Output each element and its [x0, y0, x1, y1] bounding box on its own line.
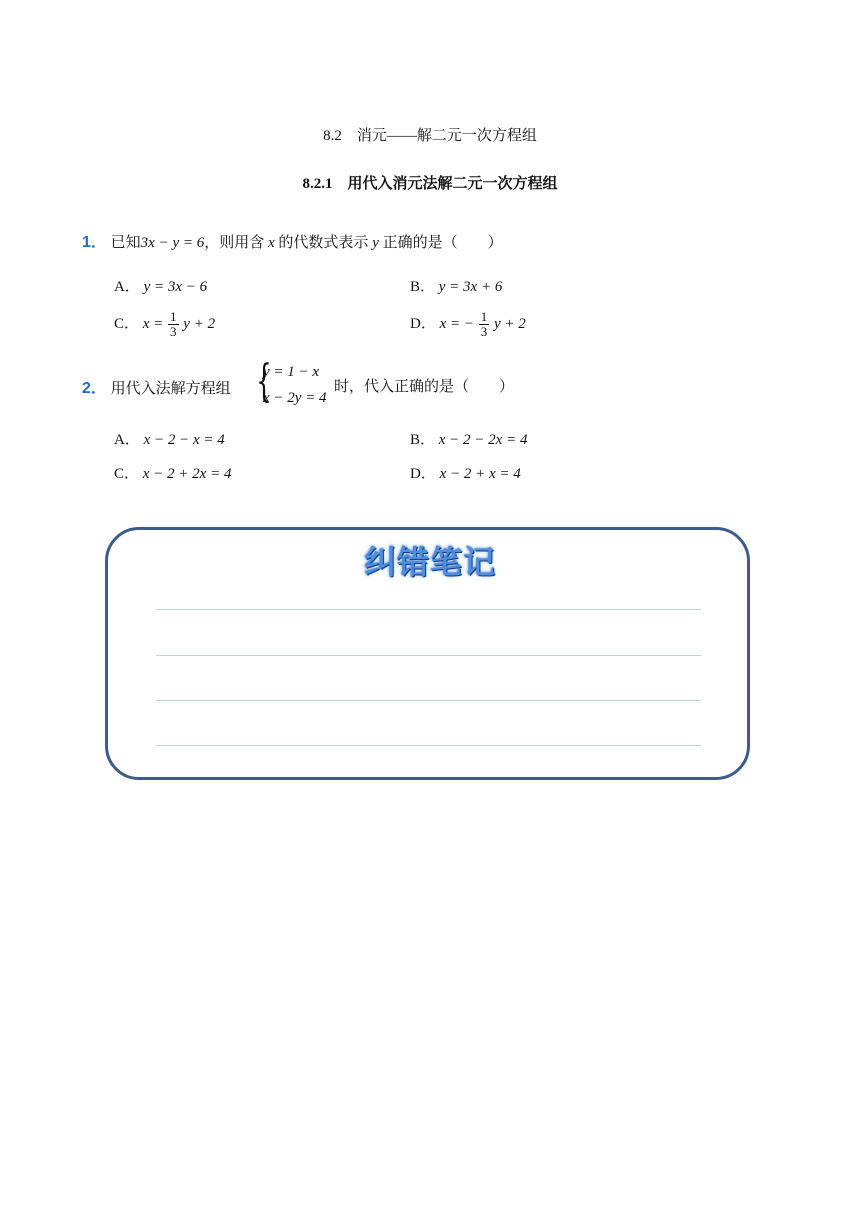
- option-rhs: y + 2: [183, 315, 216, 332]
- fraction-denominator: 3: [480, 324, 488, 339]
- question-2: [82, 375, 231, 398]
- question-text: 的代数式表示: [278, 235, 369, 251]
- option-label: D．: [410, 466, 436, 482]
- note-line[interactable]: [156, 609, 701, 610]
- option-c[interactable]: [114, 310, 215, 339]
- question-prefix: 用代入法解方程组: [110, 381, 231, 397]
- option-expression: y = 3x + 6: [438, 279, 503, 295]
- fraction-denominator: 3: [170, 324, 177, 339]
- option-label: A．: [114, 279, 140, 295]
- fraction-numerator: 1: [170, 309, 177, 324]
- math-variable-x: x: [268, 235, 275, 251]
- option-label: B．: [410, 432, 436, 448]
- option-b[interactable]: [410, 428, 527, 449]
- equation-2-text: x − 2y = 4: [263, 390, 327, 406]
- note-line[interactable]: [156, 700, 701, 701]
- option-a[interactable]: [114, 275, 207, 296]
- equation-system-brace: {: [256, 356, 272, 407]
- option-label: C．: [114, 315, 140, 332]
- option-b[interactable]: [410, 275, 502, 296]
- option-label: B．: [410, 279, 436, 295]
- option-expression: x − 2 − 2x = 4: [438, 432, 528, 448]
- option-label: A．: [114, 432, 140, 448]
- equation-1-text: y = 1 − x: [263, 364, 320, 380]
- option-expression: y = 3x − 6: [143, 279, 208, 295]
- equation-2: [263, 390, 327, 407]
- question-number: 1．: [82, 234, 107, 251]
- section-title: 8.2 消元——解二元一次方程组: [323, 128, 537, 144]
- option-lhs: x =: [142, 315, 164, 332]
- option-lhs: x = −: [439, 315, 474, 332]
- question-suffix: 正确的是（ ）: [382, 235, 503, 251]
- question-1: [82, 229, 503, 252]
- fraction: [168, 310, 179, 339]
- option-label: C．: [114, 466, 140, 482]
- subsection-title: 8.2.1 用代入消元法解二元一次方程组: [302, 176, 558, 192]
- error-notes-title: 纠错笔记: [363, 543, 496, 581]
- question-text: ，则用含: [204, 235, 265, 251]
- note-line[interactable]: [156, 745, 701, 746]
- option-a[interactable]: [114, 428, 225, 449]
- option-expression: x − 2 − x = 4: [143, 432, 225, 448]
- equation-1: [263, 364, 319, 381]
- option-c[interactable]: [114, 462, 231, 483]
- option-label: D．: [410, 315, 436, 332]
- question-number: 2．: [82, 380, 107, 397]
- option-expression: x − 2 + x = 4: [439, 466, 521, 482]
- option-d[interactable]: [410, 462, 521, 483]
- note-line[interactable]: [156, 655, 701, 656]
- question-prefix: 已知: [110, 235, 141, 251]
- math-condition: 3x − y = 6: [140, 235, 205, 251]
- fraction: [479, 310, 490, 339]
- fraction-numerator: 1: [480, 309, 488, 324]
- option-d[interactable]: [410, 310, 526, 339]
- option-expression: x − 2 + 2x = 4: [142, 466, 232, 482]
- option-rhs: y + 2: [494, 315, 526, 332]
- question-suffix: 时，代入正确的是（ ）: [334, 379, 515, 395]
- math-variable-y: y: [372, 235, 379, 251]
